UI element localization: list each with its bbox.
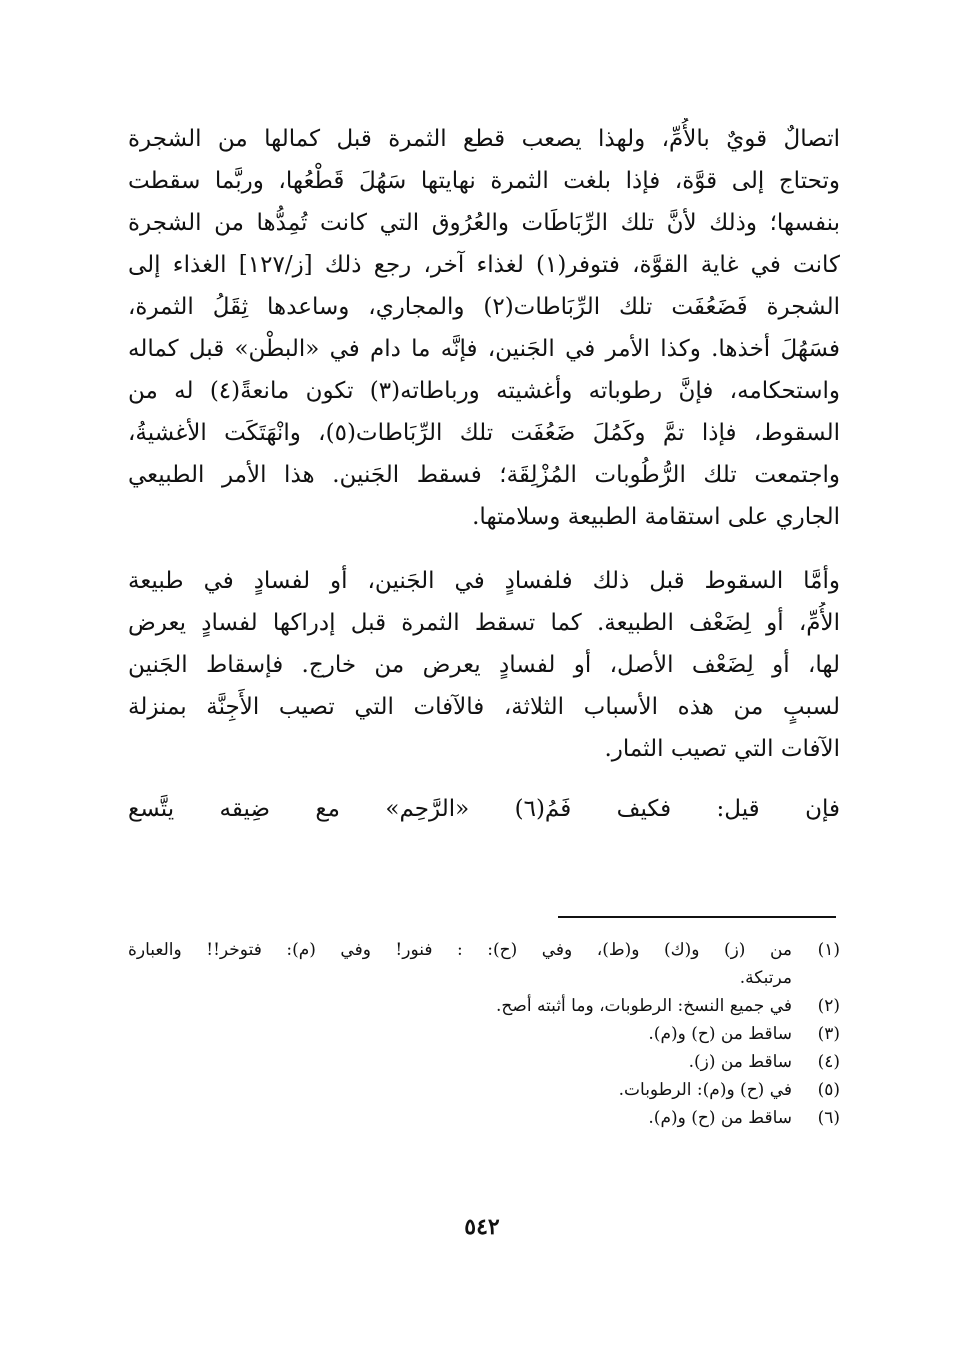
text-line: واجتمعت تلك الرُّطُوبات المُزْلِقَة؛ فسقط الجَنين. هذا الأمر الطبيعي [128, 462, 840, 488]
text-line: لسببٍ من هذه الأسباب الثلاثة، فالآفات التي تصيب الأَجِنَّة بمنزلة [128, 694, 840, 720]
footnote-6 [128, 1104, 840, 1132]
text-line: الجاري على استقامة الطبيعة وسلامتها. [472, 504, 840, 530]
footnote-2 [128, 992, 840, 1020]
footnote-1 [128, 936, 840, 992]
footnote-text [128, 936, 792, 992]
text-line: الشجرة فَضَعُفَت تلك الرِّبَاطات(٢) والمجاري، وساعدها ثِقَلُ الثمرة، [128, 294, 840, 320]
footnote-line: ساقط من (ز). [688, 1052, 792, 1072]
footnote-3 [128, 1020, 840, 1048]
footnote-line: ساقط من (ح) و(م). [648, 1024, 792, 1044]
footnote-number: (٢) [817, 996, 840, 1016]
footnote-line: في (ح) و(م): الرطوبات. [618, 1080, 792, 1100]
footnote-text [128, 992, 792, 1020]
footnote-5 [128, 1076, 840, 1104]
text-line: فإن قيل: فكيف فَمُ(٦) «الرَّحِم» مع ضِيقه يتَّسع [128, 796, 840, 822]
footnote-line: من (ز) و(ك) و(ط)، وفي (ح): : فنور! وفي (م): فتوخر!! والعبارة [128, 940, 792, 960]
footnote-line: في جميع النسخ: الرطوبات، وما أثبته أصح. [496, 996, 792, 1016]
text-line: لها، أو لِضَعْف الأصل، أو لفسادٍ يعرض من خارج. فإسقاط الجَنين [128, 652, 840, 678]
footnote-4 [128, 1048, 840, 1076]
paragraph-3 [128, 788, 840, 830]
footnote-text [128, 1104, 792, 1132]
paragraph-2 [128, 560, 840, 770]
paragraph-1 [128, 118, 840, 538]
text-line: الآفات التي تصيب الثمار. [604, 736, 840, 762]
text-line: السقوط، فإذا تمَّ وكَمُلَ ضَعُفَت تلك الرِّبَاطات(٥)، وانْهَتَكَت الأغشيةُ، [128, 420, 840, 446]
text-line: وتحتاج إلى قوَّة، فإذا بلغت الثمرة نهايتها سَهُلَ قَطْعُها، وربَّما سقطت [128, 168, 840, 194]
footnote-number: (٤) [817, 1052, 840, 1072]
footnote-line: ساقط من (ح) و(م). [648, 1108, 792, 1128]
text-line: فسَهُلَ أخذها. وكذا الأمر في الجَنين، فإنَّه ما دام في «البطْن» قبل كماله [128, 336, 840, 362]
footnote-number: (٦) [817, 1108, 840, 1128]
footnote-text [128, 1020, 792, 1048]
footnote-number: (١) [817, 940, 840, 960]
footnote-line: مرتبكة. [739, 968, 792, 988]
text-line: كانت في غاية القوَّة، فتوفر(١) لغذاء آخر، رجع ذلك [ز/١٢٧] الغذاء إلى [128, 252, 840, 278]
text-line: واستحكامه، فإنَّ رطوباته وأغشيته ورباطاته(٣) تكون مانعةً(٤) له من [128, 378, 840, 404]
footnotes [128, 936, 840, 1132]
text-line: بنفسها؛ وذلك لأنَّ تلك الرِّبَاطَات والعُرُوق التي كانت تُمِدُّها من الشجرة [128, 210, 840, 236]
footnote-number: (٥) [817, 1080, 840, 1100]
footnote-number: (٣) [817, 1024, 840, 1044]
footnote-text [128, 1048, 792, 1076]
text-line: وأمَّا السقوط قبل ذلك فلفسادٍ في الجَنين، أو لفسادٍ في طبيعة [128, 568, 840, 594]
text-line: اتصالٌ قويٌ بالأُمِّ، ولهذا يصعب قطع الثمرة قبل كمالها من الشجرة [128, 126, 840, 152]
footnote-separator [558, 916, 836, 918]
footnote-text [128, 1076, 792, 1104]
page-number: ٥٤٢ [464, 1214, 500, 1240]
main-text [128, 118, 840, 830]
text-line: الأُمِّ، أو لِضَعْف الطبيعة. كما تسقط الثمرة قبل إدراكها لفسادٍ يعرض [128, 610, 840, 636]
